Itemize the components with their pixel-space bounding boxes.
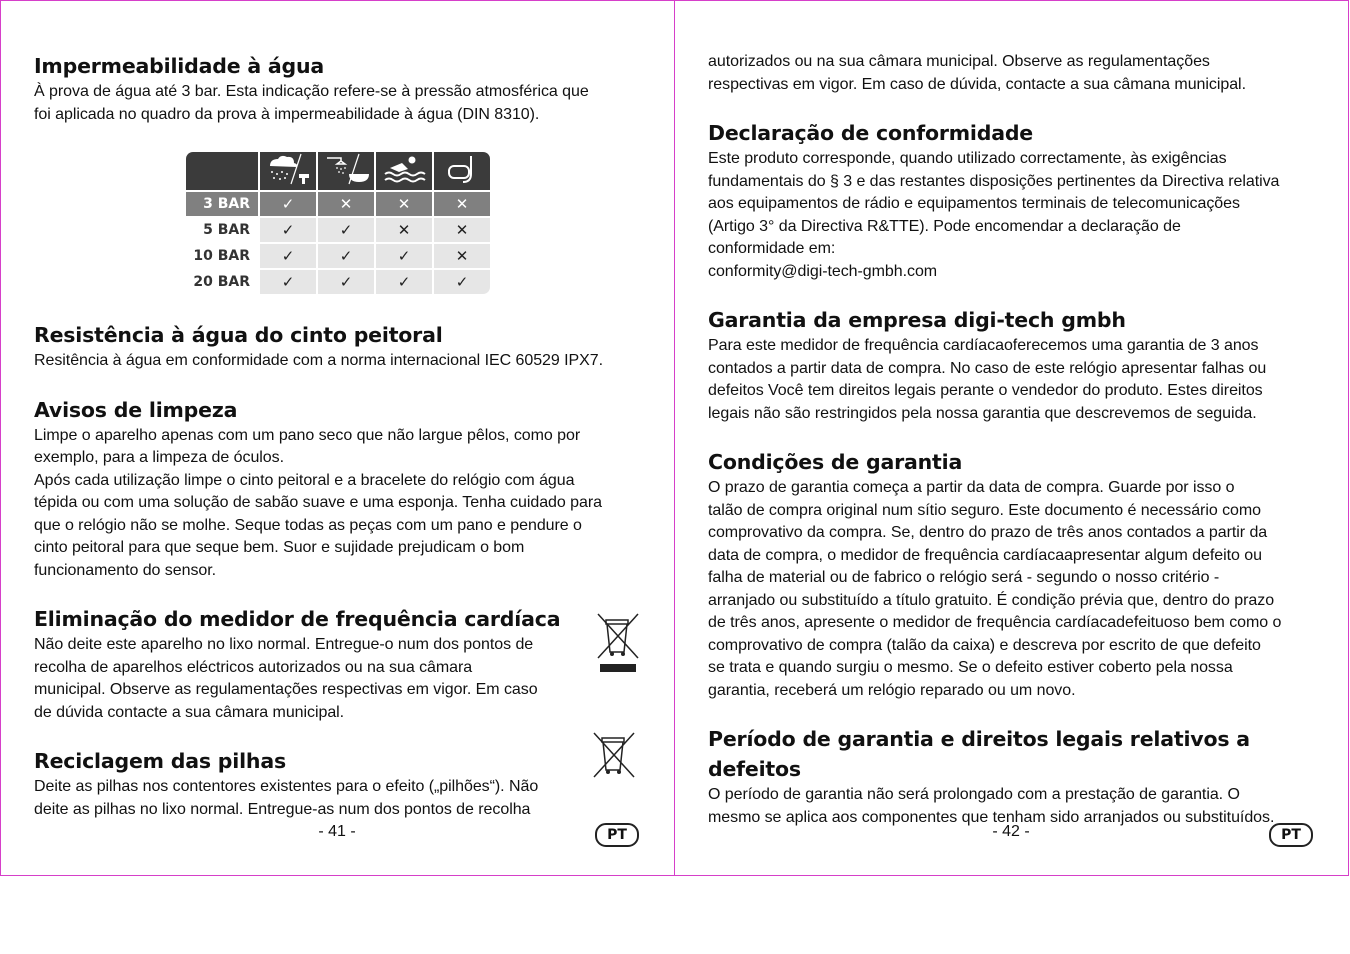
shower-bath-icon (318, 152, 374, 190)
table-row (186, 244, 490, 268)
paragraph-line: aos equipamentos de rádio e equipamentos terminais de telecomunicações (708, 195, 1240, 212)
paragraph-line: (Artigo 3° da Directiva R&TTE). Pode encomendar a declaração de (708, 217, 1181, 235)
paragraph-line: funcionamento do sensor. (34, 561, 217, 579)
paragraph-line: mesmo se aplica aos componentes que tenham sido arranjados ou substituídos. (708, 808, 1275, 826)
check-mark: ✓ (376, 244, 432, 268)
page-41 (0, 0, 675, 876)
page-41-content (34, 51, 644, 821)
disposal-section (34, 604, 644, 724)
battery-recycling-section (34, 746, 644, 821)
paragraph-line: data de compra, o medidor de frequência cardíacaapresentar algum defeito ou (708, 546, 1262, 564)
swimming-icon (376, 152, 432, 190)
section-title-disposal: Eliminação do medidor de frequência cardíaca (34, 607, 561, 631)
cross-mark: ✕ (376, 192, 432, 216)
paragraph-line: autorizados ou na sua câmara municipal. Observe as regulamentações (708, 53, 1210, 70)
paragraph-line: Após cada utilização limpe o cinto peitoral e a bracelete do relógio com água (34, 471, 575, 489)
cross-mark: ✕ (434, 244, 490, 268)
paragraph-line: comprovativo da compra. Se, dentro do prazo de três anos contados a partir da (708, 524, 1268, 541)
paragraph-line: garantia, receberá um relógio reparado ou um novo. (708, 681, 1076, 699)
paragraph-line: foi aplicada no quadro da prova à impermeabilidade à água (DIN 8310). (34, 105, 540, 123)
paragraph-line: Não deite este aparelho no lixo normal. Entregue-o num dos pontos de (34, 636, 534, 653)
paragraph-line: arranjado ou substituído a título gratuito. É condição prévia que, dentro do prazo (708, 591, 1275, 609)
section-title-warranty-period: Período de garantia e direitos legais relativos a (708, 727, 1250, 751)
page-number: - 42 - (992, 823, 1030, 840)
paragraph-line: O prazo de garantia começa a partir da data de compra. Guarde por isso o (708, 479, 1235, 496)
section-title-chest-strap: Resistência à água do cinto peitoral (34, 323, 443, 347)
paragraph-line: defeitos Você tem direitos legais perante o vendedor do produto. Estes direitos (708, 382, 1263, 399)
check-mark: ✓ (260, 192, 316, 216)
check-mark: ✓ (260, 218, 316, 242)
paragraph-line: talão de compra original num sítio seguro. Este documento é necessário como (708, 501, 1261, 519)
section-title-water-resistance: Impermeabilidade à água (34, 54, 325, 78)
check-mark: ✓ (434, 270, 490, 294)
check-mark: ✓ (260, 270, 316, 294)
section-title-company-warranty: Garantia da empresa digi-tech gmbh (708, 308, 1126, 332)
paragraph-line: Este produto corresponde, quando utilizado correctamente, às exigências (708, 150, 1227, 167)
conformity-email: conformity@digi-tech-gmbh.com (708, 262, 938, 280)
paragraph-line: de dúvida contacte a sua câmara municipal. (34, 703, 345, 721)
paragraph-line: respectivas em vigor. Em caso de dúvida, contacte a sua câmana municipal. (708, 75, 1246, 93)
water-resistance-table (184, 150, 492, 296)
paragraph-line: conformidade em: (708, 240, 836, 257)
language-badge: PT (1269, 823, 1313, 847)
check-mark: ✓ (376, 270, 432, 294)
paragraph-line: comprovativo de compra (talão da caixa) e descreva por escrito de que defeito (708, 636, 1261, 654)
water-resistance-table-wrap (184, 150, 644, 296)
check-mark: ✓ (260, 244, 316, 268)
section-title-cleaning: Avisos de limpeza (34, 397, 238, 422)
page-42-content (708, 51, 1318, 829)
paragraph-line: tépida ou com uma solução de sabão suave e uma esponja. Tenha cuidado para (34, 494, 602, 511)
paragraph-line: que o relógio não se molhe. Seque todas as peças com um pano e pendure o (34, 516, 582, 534)
cross-mark: ✕ (434, 218, 490, 242)
paragraph-line: Para este medidor de frequência cardíacaoferecemos uma garantia de 3 anos (708, 337, 1259, 354)
page-42 (674, 0, 1349, 876)
table-row (186, 270, 490, 294)
check-mark: ✓ (318, 270, 374, 294)
cross-mark: ✕ (434, 192, 490, 216)
paragraph-line: exemplo, para a limpeza de óculos. (34, 449, 284, 466)
rain-splash-icon (260, 152, 316, 190)
section-title-warranty-conditions: Condições de garantia (708, 450, 963, 474)
section-title-conformity: Declaração de conformidade (708, 121, 1034, 145)
crossed-bin-weee-icon (594, 612, 642, 681)
check-mark: ✓ (318, 218, 374, 242)
crossed-bin-battery-icon (590, 732, 638, 785)
cross-mark: ✕ (318, 192, 374, 216)
paragraph-line: fundamentais do § 3 e das restantes disposições pertinentes da Directiva relativa (708, 172, 1280, 190)
paragraph-line: contados a partir data de compra. No caso de este relógio apresentar falhas ou (708, 359, 1267, 377)
row-label: 10 BAR (186, 244, 258, 268)
paragraph-line: Resitência à água em conformidade com a norma internacional IEC 60529 IPX7. (34, 352, 604, 369)
page-number: - 41 - (318, 823, 356, 840)
paragraph-line: legais não são restringidos pela nossa garantia que descrevemos de seguida. (708, 404, 1257, 422)
section-title-warranty-period-cont: defeitos (708, 757, 801, 781)
paragraph-line: cinto peitoral para que seque bem. Suor e sujidade prejudicam o bom (34, 539, 525, 556)
section-title-battery-recycling: Reciclagem das pilhas (34, 749, 286, 773)
table-header-row (186, 152, 490, 190)
paragraph-line: falha de material ou de fabrico o relógio será - segundo o nosso critério - (708, 569, 1220, 586)
paragraph-line: O período de garantia não será prolongado com a prestação de garantia. O (708, 786, 1240, 803)
paragraph-line: Deite as pilhas nos contentores existentes para o efeito („pilhões“). Não (34, 778, 539, 795)
paragraph-line: municipal. Observe as regulamentações respectivas em vigor. Em caso (34, 681, 538, 698)
paragraph-line: deite as pilhas no lixo normal. Entregue-as num dos pontos de recolha (34, 800, 531, 818)
paragraph-line: recolha de aparelhos eléctricos autorizados ou na sua câmara (34, 658, 473, 676)
language-badge: PT (595, 823, 639, 847)
row-label: 5 BAR (186, 218, 258, 242)
row-label: 20 BAR (186, 270, 258, 294)
check-mark: ✓ (318, 244, 374, 268)
paragraph-line: À prova de água até 3 bar. Esta indicação refere-se à pressão atmosférica que (34, 83, 589, 100)
table-row (186, 218, 490, 242)
paragraph-line: se trata e quando surgiu o mesmo. Se o defeito estiver coberto pela nossa (708, 659, 1233, 676)
paragraph-line: Limpe o aparelho apenas com um pano seco que não largue pêlos, como por (34, 426, 581, 444)
table-row (186, 192, 490, 216)
row-label: 3 BAR (186, 192, 258, 216)
snorkel-icon (434, 152, 490, 190)
table-corner-cell (186, 152, 258, 190)
paragraph-line: de três anos, apresente o medidor de frequência cardíacadefeituoso bem como o (708, 614, 1282, 631)
cross-mark: ✕ (376, 218, 432, 242)
